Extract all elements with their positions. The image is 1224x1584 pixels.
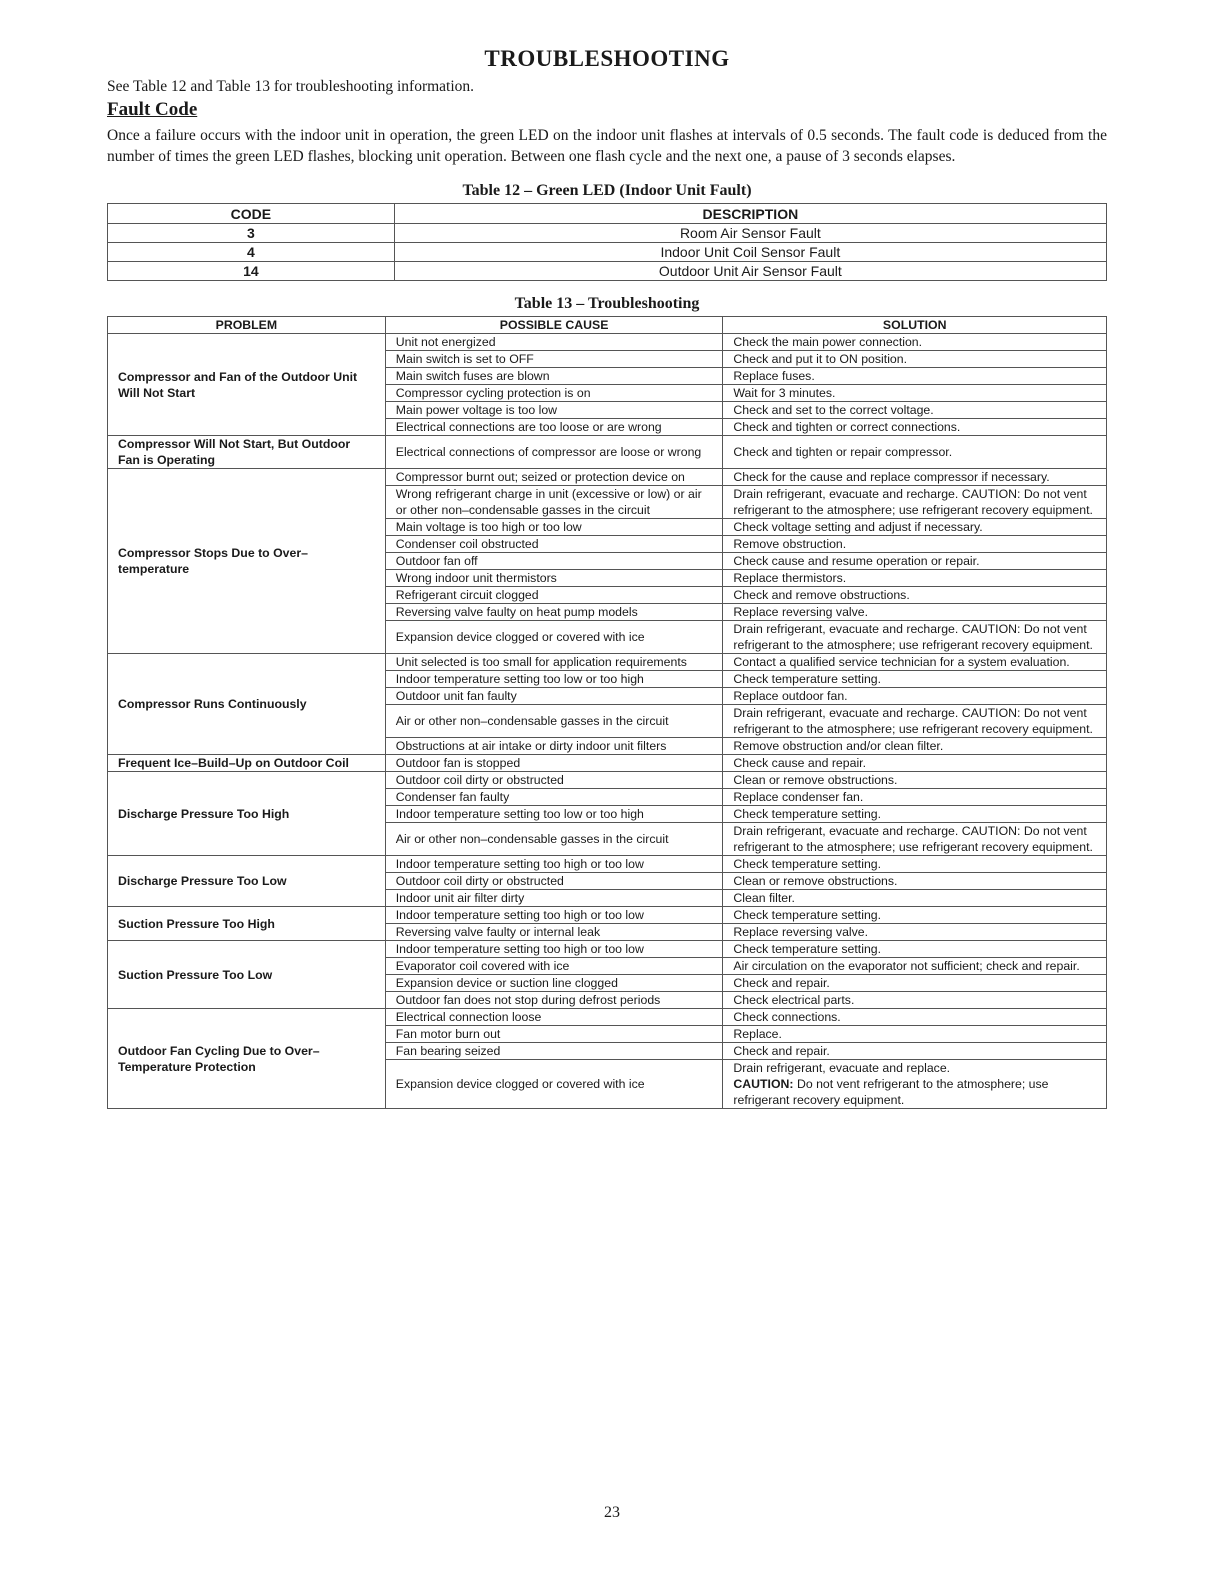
cause-cell: Outdoor fan does not stop during defrost periods (385, 992, 723, 1009)
table-row (108, 436, 1107, 469)
solution-cell: Replace thermistors. (723, 570, 1107, 587)
table-row (108, 772, 1107, 789)
troubleshooting-table (107, 316, 1107, 1109)
table-header-problem: PROBLEM (108, 317, 386, 334)
fault-code-table (107, 203, 1107, 281)
problem-cell: Discharge Pressure Too Low (108, 856, 386, 907)
solution-cell: Replace reversing valve. (723, 924, 1107, 941)
cause-cell: Reversing valve faulty on heat pump models (385, 604, 723, 621)
fault-code-cell: 3 (108, 224, 395, 243)
table-row (108, 941, 1107, 958)
cause-cell: Condenser fan faulty (385, 789, 723, 806)
cause-cell: Indoor unit air filter dirty (385, 890, 723, 907)
table-row (108, 224, 1107, 243)
solution-cell: Check and put it to ON position. (723, 351, 1107, 368)
fault-description-cell: Room Air Sensor Fault (394, 224, 1106, 243)
fault-description-cell: Indoor Unit Coil Sensor Fault (394, 243, 1106, 262)
cause-cell: Indoor temperature setting too low or too high (385, 671, 723, 688)
cause-cell: Outdoor unit fan faulty (385, 688, 723, 705)
fault-description-cell: Outdoor Unit Air Sensor Fault (394, 262, 1106, 281)
table-header-row (108, 204, 1107, 224)
cause-cell: Expansion device clogged or covered with ice (385, 621, 723, 654)
cause-cell: Wrong refrigerant charge in unit (excessive or low) or air or other non–condensable gasses in the circuit (385, 486, 723, 519)
cause-cell: Indoor temperature setting too low or too high (385, 806, 723, 823)
cause-cell: Air or other non–condensable gasses in the circuit (385, 823, 723, 856)
solution-cell: Check cause and repair. (723, 755, 1107, 772)
problem-cell: Compressor Runs Continuously (108, 654, 386, 755)
table-header-code: CODE (108, 204, 395, 224)
cause-cell: Unit selected is too small for application requirements (385, 654, 723, 671)
section-heading: Fault Code (107, 99, 198, 120)
solution-cell: Wait for 3 minutes. (723, 385, 1107, 402)
solution-cell: Check and tighten or correct connections. (723, 419, 1107, 436)
cause-cell: Main power voltage is too low (385, 402, 723, 419)
cause-cell: Electrical connections of compressor are loose or wrong (385, 436, 723, 469)
table-row (108, 334, 1107, 351)
table-row (108, 907, 1107, 924)
problem-cell: Discharge Pressure Too High (108, 772, 386, 856)
intro-text: See Table 12 and Table 13 for troubleshooting information. (107, 78, 475, 95)
table-row (108, 1009, 1107, 1026)
cause-cell: Outdoor fan off (385, 553, 723, 570)
solution-cell: Remove obstruction and/or clean filter. (723, 738, 1107, 755)
solution-cell: Check and remove obstructions. (723, 587, 1107, 604)
solution-cell: Clean filter. (723, 890, 1107, 907)
table-row (108, 654, 1107, 671)
problem-cell: Compressor Will Not Start, But Outdoor Fan is Operating (108, 436, 386, 469)
solution-cell: Drain refrigerant, evacuate and recharge. CAUTION: Do not vent refrigerant to the atmosphere; use refrigerant recovery equipment. (723, 705, 1107, 738)
cause-cell: Air or other non–condensable gasses in the circuit (385, 705, 723, 738)
cause-cell: Refrigerant circuit clogged (385, 587, 723, 604)
solution-cell: Drain refrigerant, evacuate and recharge. CAUTION: Do not vent refrigerant to the atmosphere; use refrigerant recovery equipment. (723, 486, 1107, 519)
cause-cell: Electrical connection loose (385, 1009, 723, 1026)
cause-cell: Outdoor fan is stopped (385, 755, 723, 772)
solution-text: Drain refrigerant, evacuate and replace. (733, 1061, 951, 1075)
table-row (108, 262, 1107, 281)
solution-cell (723, 1060, 1107, 1109)
table-row (108, 243, 1107, 262)
cause-cell: Indoor temperature setting too high or too low (385, 856, 723, 873)
cause-cell: Expansion device or suction line clogged (385, 975, 723, 992)
solution-cell: Clean or remove obstructions. (723, 873, 1107, 890)
page-title: TROUBLESHOOTING (484, 46, 730, 71)
problem-cell: Compressor and Fan of the Outdoor Unit Will Not Start (108, 334, 386, 436)
cause-cell: Condenser coil obstructed (385, 536, 723, 553)
solution-cell: Check cause and resume operation or repair. (723, 553, 1107, 570)
cause-cell: Reversing valve faulty or internal leak (385, 924, 723, 941)
solution-cell: Check voltage setting and adjust if necessary. (723, 519, 1107, 536)
table12-caption: Table 12 – Green LED (Indoor Unit Fault) (462, 182, 752, 199)
problem-cell: Frequent Ice–Build–Up on Outdoor Coil (108, 755, 386, 772)
caution-text: Do not vent refrigerant to the atmosphere; use refrigerant recovery equipment. (733, 1077, 1049, 1107)
cause-cell: Evaporator coil covered with ice (385, 958, 723, 975)
fault-code-paragraph: Once a failure occurs with the indoor unit in operation, the green LED on the indoor unit flashes at intervals of 0.5 seconds. The fault code is deduced from the number of times the green LED flashes, blocking unit operation. Between one flash cycle and the next one, a pause of 3 seconds elapses. (107, 127, 1107, 165)
solution-cell: Check and repair. (723, 1043, 1107, 1060)
cause-cell: Main switch is set to OFF (385, 351, 723, 368)
cause-cell: Outdoor coil dirty or obstructed (385, 772, 723, 789)
cause-cell: Obstructions at air intake or dirty indoor unit filters (385, 738, 723, 755)
table-header-solution: SOLUTION (723, 317, 1107, 334)
table-row (108, 755, 1107, 772)
cause-cell: Electrical connections are too loose or are wrong (385, 419, 723, 436)
cause-cell: Unit not energized (385, 334, 723, 351)
problem-cell: Compressor Stops Due to Over–temperature (108, 469, 386, 654)
cause-cell: Outdoor coil dirty or obstructed (385, 873, 723, 890)
cause-cell: Fan motor burn out (385, 1026, 723, 1043)
cause-cell: Compressor cycling protection is on (385, 385, 723, 402)
problem-cell: Suction Pressure Too Low (108, 941, 386, 1009)
table-header-cause: POSSIBLE CAUSE (385, 317, 723, 334)
document-page (107, 44, 1107, 1109)
solution-cell: Air circulation on the evaporator not sufficient; check and repair. (723, 958, 1107, 975)
solution-cell: Check connections. (723, 1009, 1107, 1026)
page-number: 23 (604, 1504, 620, 1521)
solution-cell: Check the main power connection. (723, 334, 1107, 351)
solution-cell: Remove obstruction. (723, 536, 1107, 553)
table-row (108, 469, 1107, 486)
cause-cell: Compressor burnt out; seized or protection device on (385, 469, 723, 486)
cause-cell: Expansion device clogged or covered with ice (385, 1060, 723, 1109)
solution-cell: Check and tighten or repair compressor. (723, 436, 1107, 469)
solution-cell: Check temperature setting. (723, 941, 1107, 958)
solution-cell: Replace. (723, 1026, 1107, 1043)
table13-caption: Table 13 – Troubleshooting (514, 295, 700, 312)
fault-code-cell: 14 (108, 262, 395, 281)
solution-cell: Replace outdoor fan. (723, 688, 1107, 705)
solution-cell: Replace fuses. (723, 368, 1107, 385)
solution-cell: Check electrical parts. (723, 992, 1107, 1009)
solution-cell: Check temperature setting. (723, 856, 1107, 873)
solution-cell: Check for the cause and replace compressor if necessary. (723, 469, 1107, 486)
caution-line (733, 1076, 1096, 1108)
table-header-row (108, 317, 1107, 334)
cause-cell: Indoor temperature setting too high or too low (385, 941, 723, 958)
problem-cell: Outdoor Fan Cycling Due to Over–Temperature Protection (108, 1009, 386, 1109)
cause-cell: Main voltage is too high or too low (385, 519, 723, 536)
solution-cell: Drain refrigerant, evacuate and recharge. CAUTION: Do not vent refrigerant to the atmosphere; use refrigerant recovery equipment. (723, 823, 1107, 856)
cause-cell: Main switch fuses are blown (385, 368, 723, 385)
problem-cell: Suction Pressure Too High (108, 907, 386, 941)
cause-cell: Fan bearing seized (385, 1043, 723, 1060)
solution-cell: Contact a qualified service technician for a system evaluation. (723, 654, 1107, 671)
solution-cell: Drain refrigerant, evacuate and recharge. CAUTION: Do not vent refrigerant to the atmosphere; use refrigerant recovery equipment. (723, 621, 1107, 654)
cause-cell: Wrong indoor unit thermistors (385, 570, 723, 587)
fault-code-cell: 4 (108, 243, 395, 262)
solution-cell: Check temperature setting. (723, 806, 1107, 823)
caution-label: CAUTION: (733, 1077, 794, 1091)
solution-cell: Check temperature setting. (723, 671, 1107, 688)
solution-cell: Check and set to the correct voltage. (723, 402, 1107, 419)
solution-cell: Replace condenser fan. (723, 789, 1107, 806)
solution-cell: Replace reversing valve. (723, 604, 1107, 621)
table-header-description: DESCRIPTION (394, 204, 1106, 224)
table-row (108, 856, 1107, 873)
solution-cell: Check temperature setting. (723, 907, 1107, 924)
solution-cell: Clean or remove obstructions. (723, 772, 1107, 789)
solution-cell: Check and repair. (723, 975, 1107, 992)
cause-cell: Indoor temperature setting too high or too low (385, 907, 723, 924)
